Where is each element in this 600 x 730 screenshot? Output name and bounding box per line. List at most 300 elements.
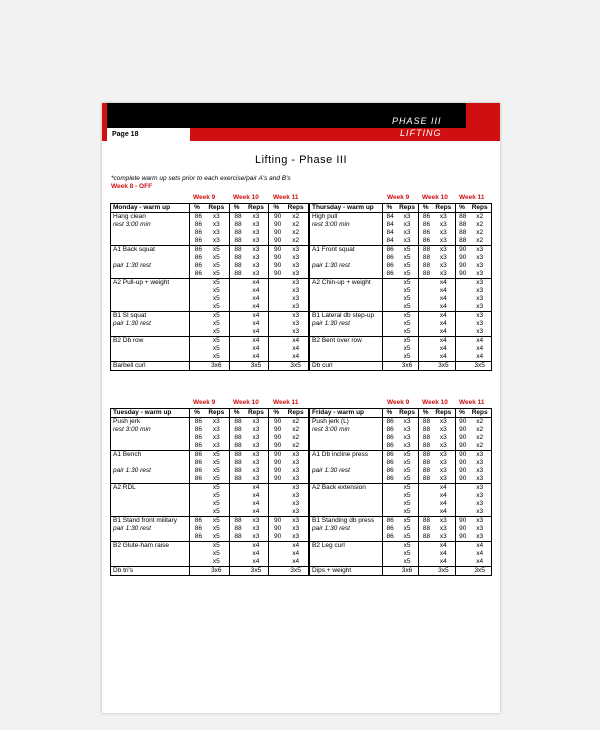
exercise-row	[111, 362, 309, 371]
percent-cell: 90	[269, 246, 283, 255]
exercise-label: pair 1:30 rest	[111, 320, 190, 328]
percent-cell	[419, 303, 432, 312]
percent-cell	[455, 484, 468, 493]
percent-cell: 88	[422, 254, 431, 261]
percent-cell: 86	[386, 533, 394, 540]
reps-cell: x3	[204, 221, 229, 229]
reps-cell: x4	[244, 328, 269, 337]
exercise-row	[111, 434, 309, 442]
reps-cell: x2	[283, 213, 308, 222]
reps-cell: x5	[396, 295, 419, 303]
reps-cell: x3	[468, 328, 491, 337]
percent-cell	[455, 303, 468, 312]
reps-cell: x3	[244, 467, 269, 475]
percent-cell	[383, 353, 396, 362]
document-page	[102, 103, 500, 713]
reps-cell: x5	[396, 451, 419, 460]
reps-cell: x3	[283, 328, 308, 337]
percent-cell: 88	[234, 237, 242, 244]
column-header: Reps	[432, 204, 455, 213]
exercise-label	[310, 229, 383, 237]
reps-cell: x5	[204, 303, 229, 312]
reps-cell: x4	[244, 287, 269, 295]
percent-cell	[383, 295, 396, 303]
percent-cell: 84	[386, 229, 394, 236]
percent-cell: 88	[234, 533, 242, 540]
percent-cell	[229, 345, 243, 353]
reps-cell: x3	[432, 451, 455, 460]
exercise-row	[310, 567, 492, 576]
warmup-note: *complete warm up sets prior to each exercise/pair A's and B's	[111, 175, 291, 182]
percent-cell	[455, 542, 468, 551]
percent-cell	[419, 492, 432, 500]
percent-cell	[229, 312, 243, 321]
exercise-label	[310, 287, 383, 295]
week-header: Week 10	[233, 194, 259, 201]
percent-cell	[383, 508, 396, 517]
reps-cell: x5	[204, 558, 229, 567]
reps-cell: x3	[244, 442, 269, 451]
reps-cell: x5	[204, 517, 229, 526]
column-header: Reps	[244, 409, 269, 418]
exercise-row	[310, 303, 492, 312]
column-header: %	[383, 204, 396, 213]
percent-cell: 86	[190, 517, 204, 526]
exercise-label: A2 Back extension	[310, 484, 383, 493]
reps-cell: x4	[244, 500, 269, 508]
reps-cell: x4	[244, 353, 269, 362]
exercise-row	[310, 467, 492, 475]
exercise-label	[111, 500, 190, 508]
percent-cell	[190, 508, 204, 517]
exercise-label: B2 Bent over row	[310, 337, 383, 346]
week-header: Week 11	[459, 194, 485, 201]
reps-cell: x5	[204, 312, 229, 321]
percent-cell: 86	[190, 418, 204, 427]
percent-cell	[455, 279, 468, 288]
week-header: Week 11	[273, 194, 299, 201]
percent-cell: 90	[455, 517, 468, 526]
percent-cell: 88	[419, 451, 432, 460]
reps-cell: x3	[244, 517, 269, 526]
reps-cell: x2	[468, 434, 491, 442]
percent-cell: 86	[386, 459, 394, 466]
percent-cell	[269, 279, 283, 288]
percent-cell	[455, 287, 468, 295]
percent-cell	[269, 328, 283, 337]
reps-cell: x3	[244, 221, 269, 229]
reps-cell: x3	[432, 254, 455, 262]
reps-cell: x5	[396, 467, 419, 475]
reps-cell: x2	[468, 442, 491, 451]
exercise-row	[111, 262, 309, 270]
percent-cell	[269, 295, 283, 303]
reps-cell: x5	[204, 328, 229, 337]
percent-cell: 88	[422, 459, 431, 466]
exercise-row	[310, 442, 492, 451]
reps-cell: x3	[283, 525, 308, 533]
reps-cell: x4	[244, 312, 269, 321]
percent-cell: 86	[194, 270, 202, 277]
reps-cell: x3	[432, 262, 455, 270]
percent-cell	[383, 337, 396, 346]
reps-cell: x3	[244, 213, 269, 222]
reps-cell: x4	[432, 287, 455, 295]
column-header: %	[269, 204, 283, 213]
reps-cell: x5	[204, 542, 229, 551]
percent-cell	[190, 312, 204, 321]
percent-cell: 86	[419, 213, 432, 222]
reps-cell: x4	[244, 295, 269, 303]
reps-cell: x5	[204, 287, 229, 295]
reps-cell: x3	[468, 508, 491, 517]
exercise-row	[310, 345, 492, 353]
percent-cell	[269, 362, 283, 371]
reps-cell: x3	[244, 475, 269, 484]
header-red-bar	[190, 128, 500, 141]
reps-cell: x3	[244, 533, 269, 542]
lifting-label: LIFTING	[400, 128, 442, 138]
reps-cell: x3	[396, 237, 419, 246]
percent-cell	[190, 345, 204, 353]
percent-cell	[269, 567, 283, 576]
reps-cell: x4	[283, 542, 308, 551]
exercise-label	[310, 508, 383, 517]
percent-cell	[229, 550, 243, 558]
exercise-label	[111, 492, 190, 500]
exercise-label	[111, 237, 190, 246]
reps-cell: x3	[432, 246, 455, 255]
percent-cell: 88	[234, 434, 242, 441]
exercise-row	[310, 459, 492, 467]
exercise-row	[310, 517, 492, 526]
percent-cell: 88	[234, 442, 242, 449]
reps-cell: x4	[432, 542, 455, 551]
exercise-row	[111, 558, 309, 567]
reps-cell: x4	[244, 337, 269, 346]
percent-cell: 86	[386, 270, 394, 277]
exercise-label: pair 1:30 rest	[111, 525, 190, 533]
reps-cell: x3	[244, 426, 269, 434]
reps-cell: 3x6	[204, 567, 229, 576]
percent-cell	[190, 287, 204, 295]
exercise-label: B1 Sl squat	[111, 312, 190, 321]
reps-cell: x3	[204, 213, 229, 222]
reps-cell: x4	[432, 303, 455, 312]
percent-cell: 90	[274, 237, 282, 244]
percent-cell	[229, 500, 243, 508]
percent-cell: 86	[194, 426, 202, 433]
reps-cell: x3	[432, 517, 455, 526]
percent-cell: 86	[386, 442, 394, 449]
percent-cell: 88	[229, 246, 243, 255]
reps-cell: x5	[204, 508, 229, 517]
week-header: Week 11	[459, 399, 485, 406]
percent-cell	[455, 362, 468, 371]
reps-cell: x4	[432, 345, 455, 353]
reps-cell: x5	[396, 287, 419, 295]
percent-cell	[190, 362, 204, 371]
exercise-row	[111, 517, 309, 526]
percent-cell	[269, 312, 283, 321]
exercise-label: B1 Lateral db step-up	[310, 312, 383, 321]
exercise-label: Push jerk	[111, 418, 190, 427]
percent-cell	[190, 328, 204, 337]
exercise-row	[111, 459, 309, 467]
reps-cell: x5	[204, 467, 229, 475]
exercise-row	[111, 320, 309, 328]
percent-cell: 90	[459, 475, 467, 482]
column-header: Reps	[468, 409, 491, 418]
exercise-row	[111, 312, 309, 321]
reps-cell: x5	[204, 533, 229, 542]
day-header: Friday - warm up	[310, 409, 383, 418]
reps-cell: x5	[204, 525, 229, 533]
reps-cell: x3	[468, 312, 491, 321]
week-header: Week 9	[387, 399, 410, 406]
percent-cell	[455, 508, 468, 517]
percent-cell	[383, 362, 396, 371]
percent-cell: 90	[274, 459, 282, 466]
reps-cell: x3	[432, 525, 455, 533]
reps-cell: x5	[396, 475, 419, 484]
percent-cell: 86	[194, 237, 202, 244]
exercise-row	[310, 362, 492, 371]
reps-cell: x3	[396, 221, 419, 229]
exercise-label: A2 Chin-up + weight	[310, 279, 383, 288]
percent-cell: 90	[274, 525, 282, 532]
exercise-label	[111, 303, 190, 312]
percent-cell	[190, 500, 204, 508]
percent-cell	[419, 500, 432, 508]
reps-cell: x2	[283, 229, 308, 237]
exercise-row	[111, 279, 309, 288]
exercise-row	[111, 229, 309, 237]
percent-cell	[383, 328, 396, 337]
column-header: %	[190, 204, 204, 213]
left-day-table	[110, 408, 309, 576]
column-header: Reps	[283, 204, 308, 213]
percent-cell	[455, 337, 468, 346]
exercise-label: B2 Db row	[111, 337, 190, 346]
exercise-label	[310, 558, 383, 567]
exercise-label: rest 3:00 min	[111, 426, 190, 434]
percent-cell	[419, 320, 432, 328]
reps-cell: x5	[396, 484, 419, 493]
reps-cell: x3	[468, 254, 491, 262]
percent-cell: 86	[422, 237, 431, 244]
exercise-row	[111, 295, 309, 303]
reps-cell: x3	[396, 418, 419, 427]
percent-cell	[383, 500, 396, 508]
reps-cell: x4	[432, 295, 455, 303]
percent-cell: 86	[194, 467, 202, 474]
percent-cell: 84	[386, 237, 394, 244]
exercise-label: pair 1:30 rest	[111, 467, 190, 475]
reps-cell: x4	[244, 492, 269, 500]
percent-cell: 88	[234, 459, 242, 466]
exercise-label	[111, 550, 190, 558]
reps-cell: x4	[432, 328, 455, 337]
percent-cell	[269, 484, 283, 493]
column-header: %	[419, 409, 432, 418]
reps-cell: x3	[468, 279, 491, 288]
percent-cell: 88	[234, 426, 242, 433]
percent-cell	[269, 492, 283, 500]
reps-cell: x3	[244, 262, 269, 270]
percent-cell	[229, 353, 243, 362]
exercise-label: pair 1:30 rest	[310, 525, 383, 533]
reps-cell: x3	[468, 467, 491, 475]
exercise-label: B1 Stand front military	[111, 517, 190, 526]
exercise-label: Barbell curl	[111, 362, 190, 371]
percent-cell: 86	[383, 246, 396, 255]
exercise-row	[310, 533, 492, 542]
reps-cell: x4	[244, 550, 269, 558]
percent-cell	[269, 558, 283, 567]
percent-cell	[190, 484, 204, 493]
week-header: Week 11	[273, 399, 299, 406]
week-header: Week 10	[422, 399, 448, 406]
reps-cell: x3	[396, 442, 419, 451]
percent-cell	[190, 353, 204, 362]
percent-cell	[419, 353, 432, 362]
exercise-label: pair 1:30 rest	[310, 467, 383, 475]
percent-cell: 88	[234, 254, 242, 261]
percent-cell	[269, 550, 283, 558]
exercise-row	[310, 525, 492, 533]
header-red-edge	[102, 103, 107, 141]
percent-cell	[269, 320, 283, 328]
percent-cell	[269, 542, 283, 551]
percent-cell	[190, 542, 204, 551]
percent-cell	[419, 542, 432, 551]
exercise-label	[111, 345, 190, 353]
exercise-label: A2 Pull-up + weight	[111, 279, 190, 288]
reps-cell: 3x6	[204, 362, 229, 371]
percent-cell: 84	[386, 221, 394, 228]
right-day-table	[309, 203, 492, 371]
percent-cell	[419, 345, 432, 353]
exercise-row	[111, 237, 309, 246]
percent-cell: 90	[455, 451, 468, 460]
exercise-row	[310, 229, 492, 237]
reps-cell: x2	[468, 426, 491, 434]
column-header: Reps	[432, 409, 455, 418]
reps-cell: x4	[432, 484, 455, 493]
reps-cell: x3	[468, 533, 491, 542]
reps-cell: x5	[396, 279, 419, 288]
week8-off: Week 8 - OFF	[111, 183, 153, 190]
percent-cell	[419, 550, 432, 558]
percent-cell: 90	[269, 418, 283, 427]
exercise-row	[310, 508, 492, 517]
exercise-row	[111, 221, 309, 229]
reps-cell: x4	[432, 500, 455, 508]
percent-cell	[419, 484, 432, 493]
reps-cell: x3	[244, 237, 269, 246]
percent-cell	[419, 337, 432, 346]
reps-cell: x5	[204, 459, 229, 467]
reps-cell: x3	[468, 492, 491, 500]
reps-cell: x5	[396, 492, 419, 500]
percent-cell: 86	[194, 221, 202, 228]
percent-cell	[419, 362, 432, 371]
exercise-row	[310, 550, 492, 558]
reps-cell: x3	[432, 418, 455, 427]
column-header: Reps	[283, 409, 308, 418]
percent-cell	[455, 328, 468, 337]
percent-cell: 90	[274, 442, 282, 449]
percent-cell	[455, 550, 468, 558]
percent-cell	[455, 312, 468, 321]
reps-cell: x2	[283, 442, 308, 451]
exercise-label: rest 3:00 min	[310, 426, 383, 434]
reps-cell: x5	[396, 320, 419, 328]
reps-cell: x3	[468, 303, 491, 312]
percent-cell: 88	[229, 451, 243, 460]
column-header: %	[455, 409, 468, 418]
reps-cell: 3x5	[244, 362, 269, 371]
exercise-label: B1 Standing db press	[310, 517, 383, 526]
reps-cell: x3	[468, 246, 491, 255]
reps-cell: 3x5	[244, 567, 269, 576]
reps-cell: x4	[432, 279, 455, 288]
exercise-label	[310, 303, 383, 312]
reps-cell: x5	[396, 353, 419, 362]
exercise-row	[310, 312, 492, 321]
exercise-label: Db tri's	[111, 567, 190, 576]
reps-cell: x3	[283, 320, 308, 328]
reps-cell: x3	[283, 475, 308, 484]
reps-cell: x2	[468, 418, 491, 427]
reps-cell: x5	[396, 246, 419, 255]
exercise-label	[310, 434, 383, 442]
reps-cell: x3	[468, 484, 491, 493]
reps-cell: x3	[432, 213, 455, 222]
column-header: %	[419, 204, 432, 213]
exercise-label	[111, 558, 190, 567]
reps-cell: x5	[396, 337, 419, 346]
phase-label: PHASE III	[392, 116, 442, 126]
percent-cell: 86	[190, 246, 204, 255]
percent-cell: 90	[459, 426, 467, 433]
percent-cell	[269, 345, 283, 353]
reps-cell: x3	[244, 451, 269, 460]
percent-cell	[229, 295, 243, 303]
reps-cell: x3	[283, 451, 308, 460]
percent-cell	[419, 312, 432, 321]
exercise-row	[310, 262, 492, 270]
percent-cell	[383, 345, 396, 353]
reps-cell: x3	[283, 492, 308, 500]
percent-cell: 86	[422, 221, 431, 228]
percent-cell: 90	[274, 270, 282, 277]
exercise-label	[111, 533, 190, 542]
reps-cell: x3	[283, 295, 308, 303]
day-header: Monday - warm up	[111, 204, 190, 213]
exercise-row	[310, 213, 492, 222]
exercise-row	[111, 533, 309, 542]
reps-cell: x4	[432, 353, 455, 362]
left-day-table	[110, 203, 309, 371]
exercise-row	[111, 442, 309, 451]
reps-cell: x2	[283, 418, 308, 427]
exercise-row	[310, 500, 492, 508]
percent-cell: 86	[194, 229, 202, 236]
exercise-row	[111, 492, 309, 500]
reps-cell: x3	[244, 254, 269, 262]
